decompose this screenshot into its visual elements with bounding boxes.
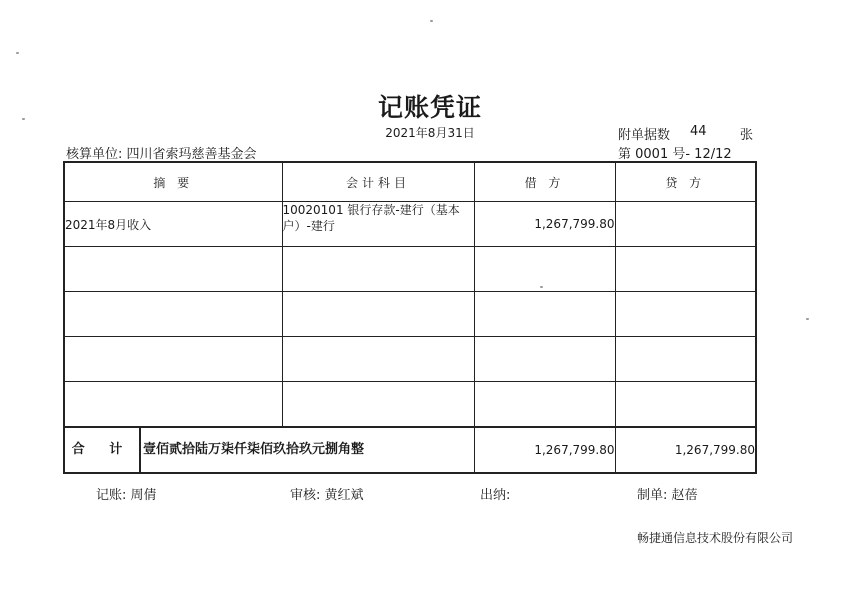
- total-row: [64, 427, 756, 473]
- row-account: 10020101 银行存款-建行（基本户）-建行: [282, 202, 474, 247]
- voucher-title: 记账凭证: [377, 93, 482, 122]
- signature-cashier: 出纳:: [480, 488, 511, 503]
- voucher-table: [63, 161, 757, 474]
- row-credit: [615, 202, 756, 247]
- row-summary: 2021年8月收入: [64, 202, 282, 247]
- signature-bookkeeper: 记账: 周倩: [96, 488, 157, 503]
- total-debit: 1,267,799.80: [474, 427, 615, 473]
- voucher-date: 2021年8月31日: [385, 126, 475, 140]
- header-summary: 摘 要: [64, 162, 282, 202]
- header-account: 会计科目: [282, 162, 474, 202]
- header-credit: 贷 方: [615, 162, 756, 202]
- table-row: [64, 202, 756, 247]
- attachments-unit: 张: [740, 128, 754, 143]
- total-label: 合 计: [71, 442, 133, 457]
- voucher-number: 第 0001 号- 12/12: [618, 147, 732, 162]
- software-company: 畅捷通信息技术股份有限公司: [636, 531, 793, 545]
- table-row-empty: [64, 292, 756, 337]
- table-header-row: [64, 162, 756, 202]
- total-in-words: 壹佰贰拾陆万柒仟柒佰玖拾玖元捌角整: [139, 428, 474, 472]
- header-debit: 借 方: [474, 162, 615, 202]
- table-row-empty: [64, 337, 756, 382]
- table-row-empty: [64, 382, 756, 428]
- signature-reviewer: 审核: 黄红斌: [290, 488, 364, 503]
- accounting-unit: 核算单位: 四川省索玛慈善基金会: [66, 147, 257, 162]
- attachments-count: 44: [690, 124, 707, 139]
- row-debit: 1,267,799.80: [474, 202, 615, 247]
- attachments-label: 附单据数: [618, 128, 671, 143]
- total-credit: 1,267,799.80: [615, 427, 756, 473]
- signature-preparer: 制单: 赵蓓: [637, 488, 698, 503]
- total-left-cell: [64, 427, 474, 473]
- table-row-empty: [64, 247, 756, 292]
